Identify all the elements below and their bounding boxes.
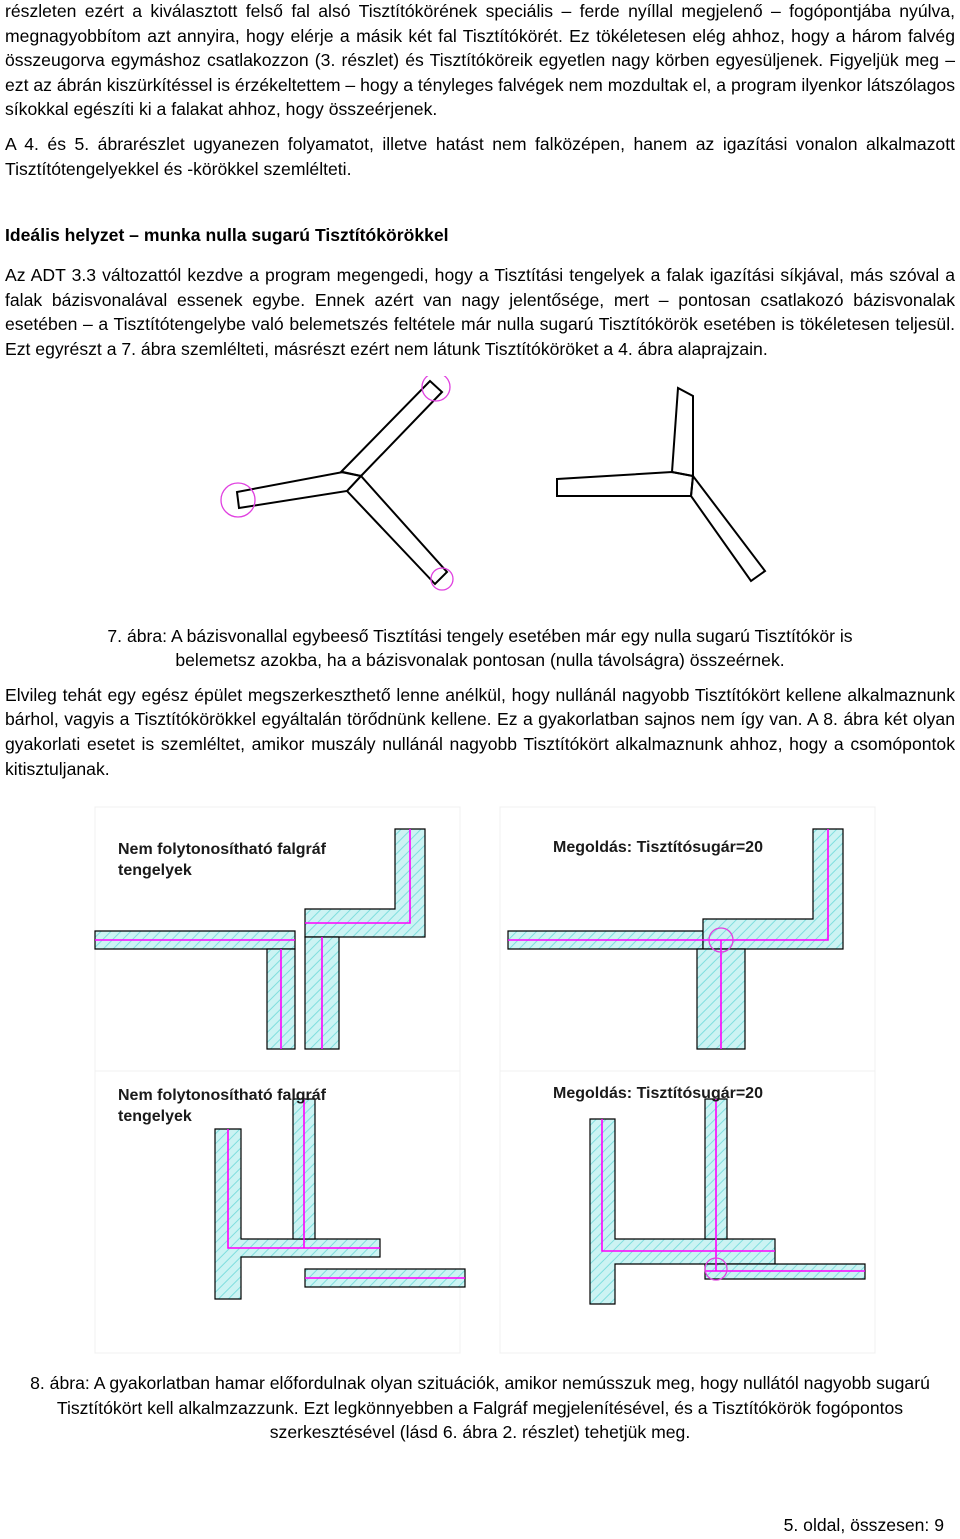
fig8-bl-label-line2: tengelyek — [118, 1108, 192, 1126]
document-page — [5, 0, 955, 1445]
fig7-right-wall-upper — [672, 388, 693, 476]
figure-8-drawing — [5, 799, 955, 1359]
fig7-right-wall-lower — [691, 476, 765, 581]
fig8-tl-label — [118, 839, 326, 881]
figure-7-drawing — [5, 376, 955, 612]
fig7-left-wall-lower — [347, 476, 447, 584]
section-heading: Ideális helyzet – munka nulla sugarú Tisztítókörökkel — [5, 225, 449, 246]
paragraph-1: részleten ezért a kiválasztott felső fal alsó Tisztítókörének speciális – ferde nyíllal megjelenő – fogópontjába nyúlva, megnagyobbítom azt annyira, hogy elérje a másik két fal Tisztítókörét. Ez tökéletesen elég ahhoz, hogy a három falvég összeugorva egymáshoz csatlakozzon (3. részlet) és Tisztítóköreik egyetlen nagy körben egyesüljenek. Figyeljük meg – ezt az ábrán kiszürkítéssel is érzékeltettem – hogy a tényleges falvégek nem mozdultak el, a program ilyenkor látszólagos síkokkal egészíti ki a falakat ahhoz, hogy összeérjenek. — [5, 1, 955, 120]
fig8-tl-label-line1: Nem folytonosítható falgráf — [118, 841, 327, 859]
page-footer: 5. oldal, összesen: 9 — [783, 1515, 944, 1535]
fig8-tl-label-line2: tengelyek — [118, 862, 192, 880]
paragraph-2: A 4. és 5. ábrarészlet ugyanezen folyamatot, illetve hatást nem falközépen, hanem az igazítási vonalon alkalmazott Tisztítótengelyekkel és -körökkel szemlélteti. — [5, 133, 955, 179]
figure-8 — [5, 799, 955, 1359]
fig7-right-wall-left — [557, 472, 693, 496]
figure-8-caption: 8. ábra: A gyakorlatban hamar előfordulnak olyan szituációk, amikor nemússzuk meg, hogy nullától nagyobb sugarú Tisztítókört kell alkalmzazzunk. Ezt legkönnyebben a Falgráf megjelenítésével, és a Tisztítókörök fogópontos szerkesztésével (lásd 6. ábra 2. részlet) tehetjük meg. — [30, 1373, 930, 1443]
fig8-br-label: Megoldás: Tisztítósugár=20 — [553, 1085, 763, 1103]
paragraph-4: Elvileg tehát egy egész épület megszerkeszthető lenne anélkül, hogy nullánál nagyobb Tisztítókört kellene alkalmaznunk bárhol, vagyis a Tisztítókörökkel egyáltalán törődnünk kellene. Ez a gyakorlatban sajnos nem így van. A 8. ábra két olyan gyakorlati esetet is szemléltet, amikor muszály nullánál nagyobb Tisztítókört alkalmaznunk ahhoz, hogy a csomópontok kitisztuljanak. — [5, 684, 955, 779]
figure-7 — [5, 376, 955, 612]
fig7-left-wall-upper — [341, 381, 442, 476]
fig8-bl-label — [118, 1085, 326, 1127]
figure-7-caption: 7. ábra: A bázisvonallal egybeeső Tisztítási tengely esetében már egy nulla sugarú Tisztítókör is belemetsz azokba, ha a bázisvonalak pontosan (nulla távolságra) összeérnek. — [107, 625, 853, 671]
fig8-bl-label-line1: Nem folytonosítható falgráf — [118, 1087, 327, 1105]
paragraph-3: Az ADT 3.3 változattól kezdve a program megengedi, hogy a Tisztítási tengelyek a falak igazítási síkjával, más szóval a falak bázisvonalával essenek egybe. Ennek azért van nagy jelentősége, mert – pontosan csatlakozó bázisvonalak esetében – a Tisztítótengelybe való belemetszés feltétele már nulla sugarú Tisztítókörök esetében is tökéletesen teljesül. Ezt egyrészt a 7. ábra szemlélteti, másrészt ezért nem látunk Tisztítóköröket a 4. ábra alaprajzain. — [5, 265, 955, 359]
fig8-tr-label: Megoldás: Tisztítósugár=20 — [553, 839, 763, 857]
fig7-left-wall-left — [237, 472, 361, 508]
fig7-cleanup-circle-3 — [431, 568, 453, 590]
fig8-panel-bottom-right — [500, 1071, 875, 1353]
